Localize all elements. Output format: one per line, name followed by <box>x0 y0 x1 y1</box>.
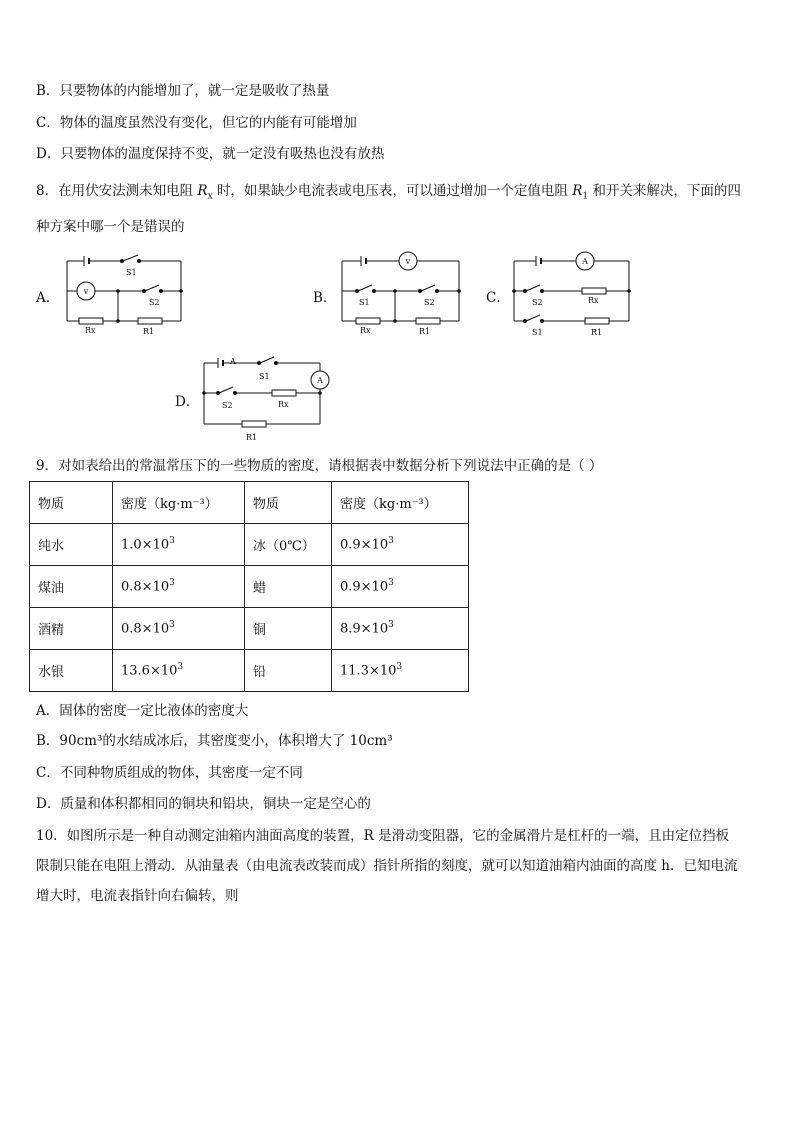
table-header-cell: 密度（kg·m⁻³） <box>113 482 245 524</box>
table-header-cell: 物质 <box>245 482 332 524</box>
circuit-diagram-a <box>60 250 186 340</box>
table-cell-density: $0.8\times 10^3$ <box>113 608 245 650</box>
table-cell-substance: 酒精 <box>30 608 113 650</box>
switch-s2-label: S2 <box>149 298 160 307</box>
q7-option-d: D．只要物体的温度保持不变，就一定没有吸热也没有放热 <box>36 146 385 162</box>
table-cell-substance: 煤油 <box>30 566 113 608</box>
voltmeter-symbol: v <box>83 287 89 296</box>
rx-subscript: x <box>207 191 213 202</box>
table-cell-substance: 蜡 <box>245 566 332 608</box>
table-cell-substance: 铜 <box>245 608 332 650</box>
circuit-b-label: B． <box>313 290 337 306</box>
q10-stem-line3: 增大时，电流表指针向右偏转，则 <box>36 888 239 904</box>
q8-stem-part3: 和开关来解决，下面的四 <box>592 183 741 199</box>
resistor-rx-label: Rx <box>278 400 289 409</box>
table-header-cell: 密度（kg·m⁻³） <box>332 482 469 524</box>
rx-symbol: R <box>197 183 208 199</box>
voltmeter-symbol: v <box>405 257 411 266</box>
q7-option-b: B．只要物体的内能增加了，就一定是吸收了热量 <box>36 83 330 99</box>
circuit-diagram-b <box>338 250 464 340</box>
switch-s1-label: S1 <box>126 268 137 277</box>
q10-stem-line2: 限制只能在电阻上滑动．从油量表（由电流表改装而成）指针所指的刻度，就可以知道油箱内油面的高度 h．已知电流 <box>36 858 738 874</box>
table-header-row <box>30 482 469 524</box>
terminal-a-label: A <box>230 357 236 366</box>
q9-stem: 9．对如表给出的常温常压下的一些物质的密度，请根据表中数据分析下列说法中正确的是（ ） <box>36 458 603 474</box>
table-row <box>30 608 469 650</box>
switch-s1-label: S1 <box>359 298 370 307</box>
table-cell-density: $13.6\times 10^3$ <box>113 650 245 692</box>
switch-s2-label: S2 <box>222 401 233 410</box>
table-cell-density: $11.3\times 10^3$ <box>332 650 469 692</box>
switch-s2-label: S2 <box>532 298 543 307</box>
table-cell-density: $1.0\times 10^3$ <box>113 524 245 566</box>
resistor-rx-label: Rx <box>85 326 96 335</box>
table-row <box>30 524 469 566</box>
ammeter-symbol: A <box>582 257 588 266</box>
circuit-a-label: A． <box>36 290 60 306</box>
switch-s1-label: S1 <box>259 372 270 381</box>
table-cell-density: $0.9\times 10^3$ <box>332 524 469 566</box>
resistor-r1-label: R1 <box>591 328 603 337</box>
r1-symbol: R <box>572 183 583 199</box>
switch-s1-label: S1 <box>532 328 543 337</box>
circuit-d-label: D． <box>175 394 200 410</box>
table-cell-density: $8.9\times 10^3$ <box>332 608 469 650</box>
q8-stem-line1 <box>36 181 741 207</box>
circuit-c-label: C． <box>486 290 510 306</box>
q8-stem-line2: 种方案中哪一个是错误的 <box>36 219 185 235</box>
table-row <box>30 566 469 608</box>
q9-option-c: C．不同种物质组成的物体，其密度一定不同 <box>36 765 303 781</box>
resistor-rx-label: Rx <box>360 326 371 335</box>
density-table <box>29 481 469 692</box>
table-cell-substance: 冰（0℃） <box>245 524 332 566</box>
q7-option-c: C．物体的温度虽然没有变化，但它的内能有可能增加 <box>36 115 357 131</box>
table-row <box>30 650 469 692</box>
r1-subscript: 1 <box>582 191 589 202</box>
q8-stem-part1: 8．在用伏安法测未知电阻 <box>36 183 194 199</box>
switch-s2-label: S2 <box>424 298 435 307</box>
q9-option-b: B．90cm³的水结成冰后，其密度变小，体积增大了 10cm³ <box>36 733 393 749</box>
q9-option-a: A．固体的密度一定比液体的密度大 <box>36 703 249 719</box>
resistor-r1-label: R1 <box>246 433 258 442</box>
resistor-r1-label: R1 <box>143 327 155 336</box>
q10-stem-line1: 10．如图所示是一种自动测定油箱内油面高度的装置，R 是滑动变阻器，它的金属滑片是杠杆的一端，且由定位挡板 <box>36 828 730 844</box>
table-cell-density: $0.8\times 10^3$ <box>113 566 245 608</box>
table-cell-substance: 水银 <box>30 650 113 692</box>
table-cell-density: $0.9\times 10^3$ <box>332 566 469 608</box>
resistor-rx-label: Rx <box>588 296 599 305</box>
table-header-cell: 物质 <box>30 482 113 524</box>
table-cell-substance: 纯水 <box>30 524 113 566</box>
resistor-r1-label: R1 <box>419 327 431 336</box>
ammeter-symbol: A <box>317 376 323 385</box>
q8-stem-part2: 时，如果缺少电流表或电压表，可以通过增加一个定值电阻 <box>216 183 568 199</box>
table-cell-substance: 铅 <box>245 650 332 692</box>
circuit-diagram-d <box>200 352 335 444</box>
circuit-diagram-c <box>510 250 636 340</box>
q9-option-d: D．质量和体积都相同的铜块和铅块，铜块一定是空心的 <box>36 796 371 812</box>
